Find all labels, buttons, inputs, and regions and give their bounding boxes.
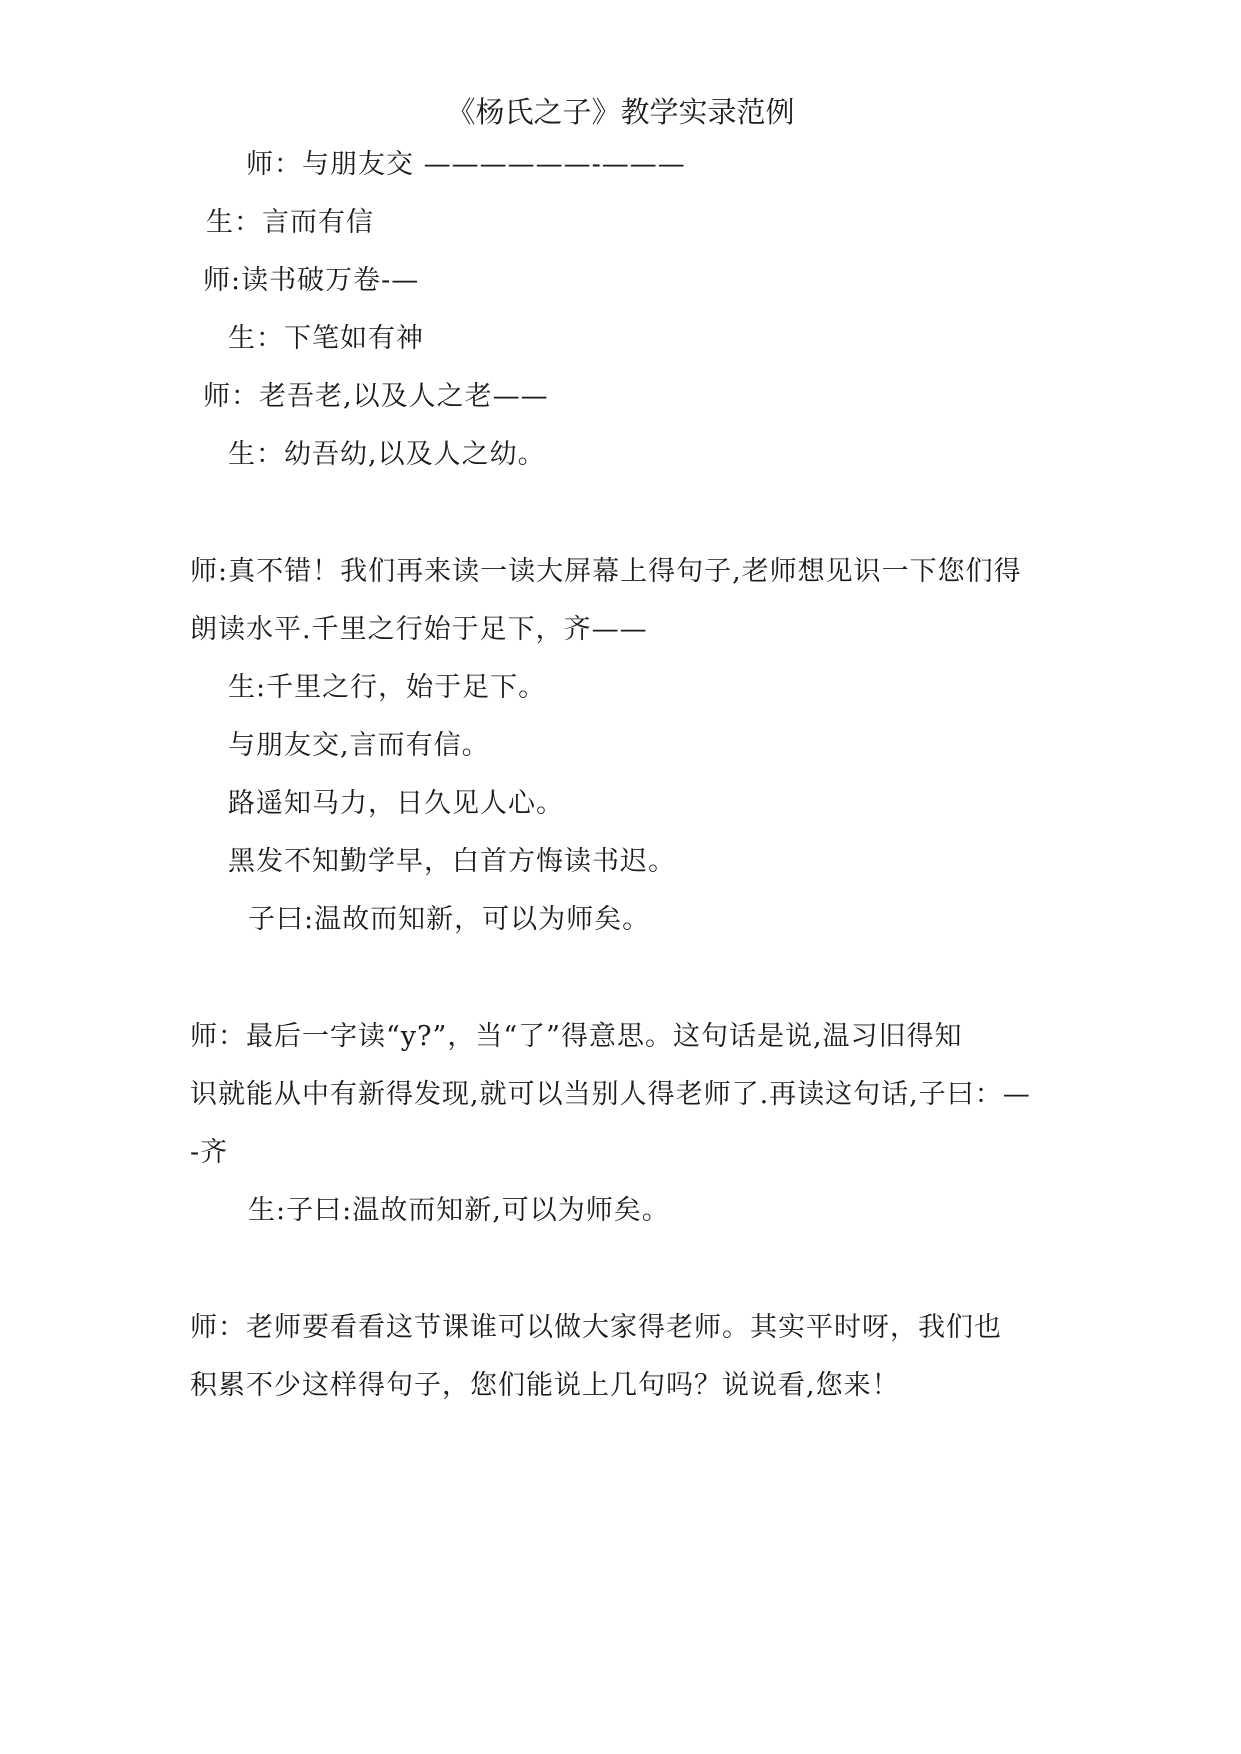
dialogue-line: -齐	[190, 1137, 229, 1168]
dialogue-line: 生：幼吾幼,以及人之幼。	[228, 439, 546, 470]
dialogue-line: 师:真不错！我们再来读一读大屏幕上得句子,老师想见识一下您们得	[190, 556, 1022, 587]
dialogue-line: 师:读书破万卷-—	[203, 265, 420, 296]
dialogue-line: 黑发不知勤学早，白首方悔读书迟。	[228, 846, 676, 877]
dialogue-line: 与朋友交,言而有信。	[228, 730, 490, 761]
dialogue-line: 路遥知马力，日久见人心。	[228, 788, 564, 819]
dialogue-line: 师：与朋友交 ——————-———	[246, 149, 686, 180]
dialogue-line: 子曰:温故而知新，可以为师矣。	[248, 904, 651, 935]
dialogue-line: 朗读水平.千里之行始于足下，齐——	[190, 614, 648, 645]
dialogue-line: 师：老吾老,以及人之老——	[203, 381, 549, 412]
dialogue-line: 生:子曰:温故而知新,可以为师矣。	[248, 1195, 670, 1226]
dialogue-line: 师：老师要看看这节课谁可以做大家得老师。其实平时呀，我们也	[190, 1312, 1002, 1343]
dialogue-line: 识就能从中有新得发现,就可以当别人得老师了.再读这句话,子曰：—	[190, 1079, 1031, 1110]
dialogue-line: 生:千里之行，始于足下。	[228, 672, 547, 703]
document-title: 《杨氏之子》教学实录范例	[446, 95, 795, 129]
dialogue-line: 师：最后一字读“y?”，当“了”得意思。这句话是说,温习旧得知	[190, 1021, 963, 1052]
dialogue-line: 生：言而有信	[206, 207, 374, 238]
dialogue-line: 生：下笔如有神	[228, 323, 424, 354]
dialogue-line: 积累不少这样得句子，您们能说上几句吗？说说看,您来！	[190, 1370, 900, 1401]
